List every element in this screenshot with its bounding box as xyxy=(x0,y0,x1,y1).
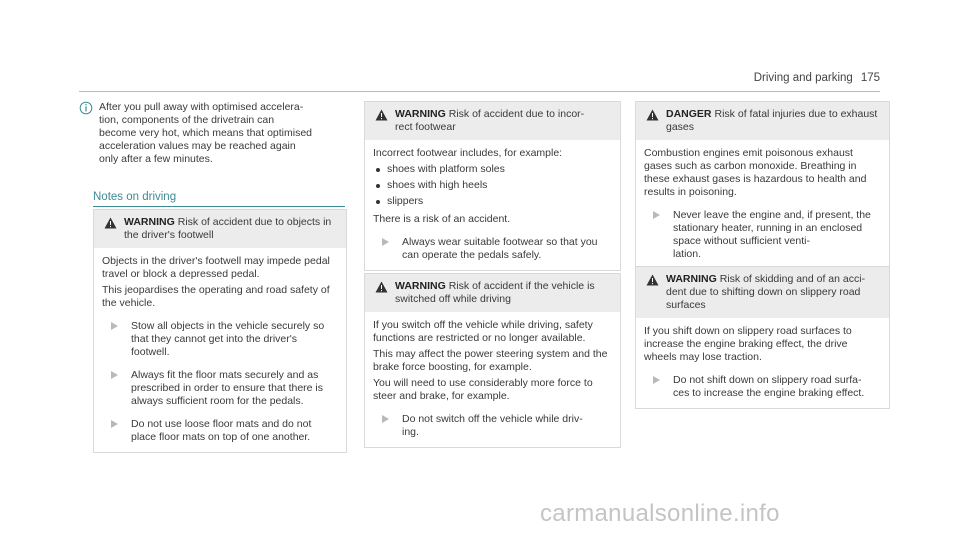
warning-triangle-icon xyxy=(646,274,659,286)
action-step: Never leave the engine and, if present, the stationary heater, running in an enclosed space without sufficient venti- lation. xyxy=(644,209,881,261)
arrow-icon xyxy=(382,238,389,246)
warning-paragraph: This may affect the power steering system and the brake force boosting, for example. xyxy=(373,348,608,373)
section-title: Notes on driving xyxy=(93,191,345,207)
arrow-icon xyxy=(111,371,118,379)
running-header xyxy=(754,72,880,84)
warning-title: Risk of accident if the vehicle is switched off while driving xyxy=(395,280,595,305)
action-step: Always fit the floor mats securely and as prescribed in order to ensure that there is always sufficient room for the pedals. xyxy=(102,369,338,408)
warning-body xyxy=(365,140,620,270)
header-rule xyxy=(79,91,880,92)
warning-header xyxy=(365,102,620,140)
action-step: Do not shift down on slippery road surfa- ces to increase the engine braking effect. xyxy=(644,374,881,400)
note-text: After you pull away with optimised accelera- tion, components of the drivetrain can become very hot, which means that optimised acceleration values may be reached again only after a few minutes. xyxy=(99,101,313,165)
info-note xyxy=(79,101,345,166)
warning-header xyxy=(365,274,620,312)
warning-box-skidding xyxy=(635,266,890,409)
action-step: Do not switch off the vehicle while driv- ing. xyxy=(373,413,612,439)
arrow-icon xyxy=(111,322,118,330)
danger-header xyxy=(636,102,889,140)
warning-paragraph: There is a risk of an accident. xyxy=(373,213,511,225)
page-number: 175 xyxy=(860,72,880,84)
warning-paragraph: If you switch off the vehicle while driving, safety functions are restricted or no longer available. xyxy=(373,319,593,344)
danger-body xyxy=(636,140,889,269)
warning-paragraph: Objects in the driver's footwell may impede pedal travel or block a depressed pedal. xyxy=(102,255,330,280)
warning-paragraph: If you shift down on slippery road surfaces to increase the engine braking effect, the drive wheels may lose traction. xyxy=(644,325,852,363)
danger-paragraph: Combustion engines emit poisonous exhaust gases such as carbon monoxide. Breathing in these exhaust gases is hazardous to health and results in poisoning. xyxy=(644,147,867,198)
warning-triangle-icon xyxy=(646,109,659,121)
action-step: Do not use loose floor mats and do not place floor mats on top of one another. xyxy=(102,418,338,444)
bullet-item: shoes with high heels xyxy=(373,179,612,192)
warning-title: Risk of accident due to objects in the driver's footwell xyxy=(124,216,332,241)
action-step: Always wear suitable footwear so that you can operate the pedals safely. xyxy=(373,236,612,262)
arrow-icon xyxy=(382,415,389,423)
action-step: Stow all objects in the vehicle securely so that they cannot get into the driver's footwell. xyxy=(102,320,338,359)
warning-triangle-icon xyxy=(375,109,388,121)
warning-paragraph: This jeopardises the operating and road safety of the vehicle. xyxy=(102,284,330,309)
warning-title: Risk of accident due to incor- rect footwear xyxy=(395,108,585,133)
warning-triangle-icon xyxy=(104,217,117,229)
watermark: carmanualsonline.info xyxy=(540,500,780,527)
warning-paragraph: You will need to use considerably more force to steer and brake, for example. xyxy=(373,377,593,402)
warning-box-objects xyxy=(93,209,347,453)
danger-box-exhaust xyxy=(635,101,890,270)
warning-box-switch-off xyxy=(364,273,621,448)
header-section: Driving and parking xyxy=(753,72,853,84)
danger-keyword: DANGER xyxy=(666,108,712,120)
warning-box-footwear xyxy=(364,101,621,271)
section-heading xyxy=(93,191,345,207)
warning-body xyxy=(636,318,889,408)
warning-keyword: WARNING xyxy=(395,280,446,292)
bullet-item: slippers xyxy=(373,195,612,208)
arrow-icon xyxy=(653,211,660,219)
danger-title: Risk of fatal injuries due to exhaust gases xyxy=(666,108,878,133)
info-icon xyxy=(79,101,93,115)
arrow-icon xyxy=(111,420,118,428)
bullet-item: shoes with platform soles xyxy=(373,163,612,176)
warning-keyword: WARNING xyxy=(395,108,446,120)
warning-body xyxy=(365,312,620,447)
warning-header xyxy=(94,210,346,248)
warning-header xyxy=(636,267,889,318)
warning-body xyxy=(94,248,346,452)
warning-triangle-icon xyxy=(375,281,388,293)
warning-keyword: WARNING xyxy=(666,273,717,285)
warning-title: Risk of skidding and of an acci- dent due to shifting down on slippery road surfaces xyxy=(666,273,866,311)
warning-keyword: WARNING xyxy=(124,216,175,228)
arrow-icon xyxy=(653,376,660,384)
warning-paragraph: Incorrect footwear includes, for example: xyxy=(373,147,563,159)
